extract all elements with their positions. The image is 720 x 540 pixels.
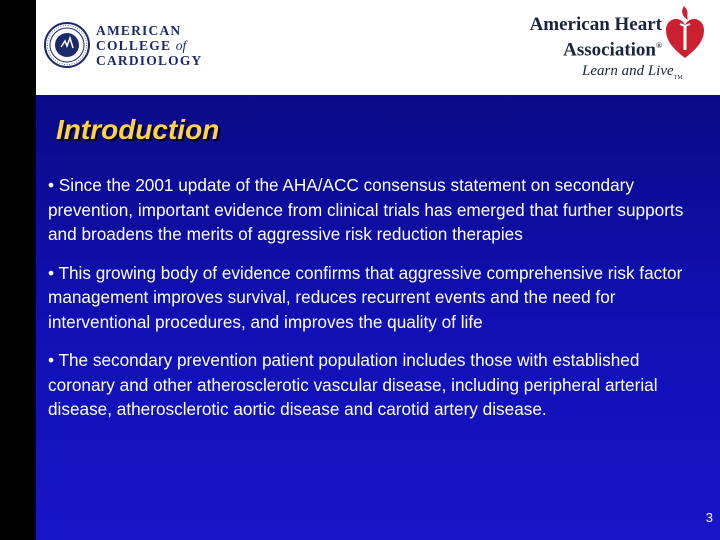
- aha-line2-text: Association: [563, 39, 657, 61]
- acc-line1: AMERICAN: [96, 23, 182, 38]
- acc-line3: CARDIOLOGY: [96, 53, 203, 68]
- aha-line1: American Heart: [529, 14, 662, 35]
- bullet-item-2: • This growing body of evidence confirms that aggressive comprehensive risk factor management improves survival, reduces recurrent events and the need for interventional procedures, and improves the quality of life: [48, 262, 683, 332]
- acc-line2-college: COLLEGE: [96, 38, 172, 53]
- slide-title: Introduction: [56, 114, 220, 145]
- acc-line2: [96, 38, 203, 53]
- aha-registered-mark: ®: [656, 41, 662, 50]
- bullet-item-1: • Since the 2001 update of the AHA/ACC consensus statement on secondary prevention, important evidence from clinical trials has emerged that further supports and broadens the merits of aggressive risk reduction therapies: [48, 175, 684, 244]
- bullet-item-3: • The secondary prevention patient population includes those with established coronary and other atherosclerotic vascular disease, including peripheral arterial disease, atherosclerotic aortic disease and carotid artery disease.: [48, 350, 658, 419]
- acc-line2-of: of: [175, 38, 187, 53]
- bullet-list: [48, 173, 704, 436]
- aha-trademark: TM: [673, 75, 683, 81]
- aha-line2: [530, 35, 662, 60]
- page-number: 3: [705, 510, 713, 525]
- left-band: [0, 0, 36, 540]
- aha-tagline: [582, 63, 683, 81]
- aha-logo-text: [530, 14, 662, 60]
- acc-seal-icon: [44, 22, 90, 68]
- aha-tagline-text: Learn and Live: [582, 63, 674, 79]
- heart-torch-icon: [664, 4, 706, 62]
- acc-logo-text: [96, 23, 203, 68]
